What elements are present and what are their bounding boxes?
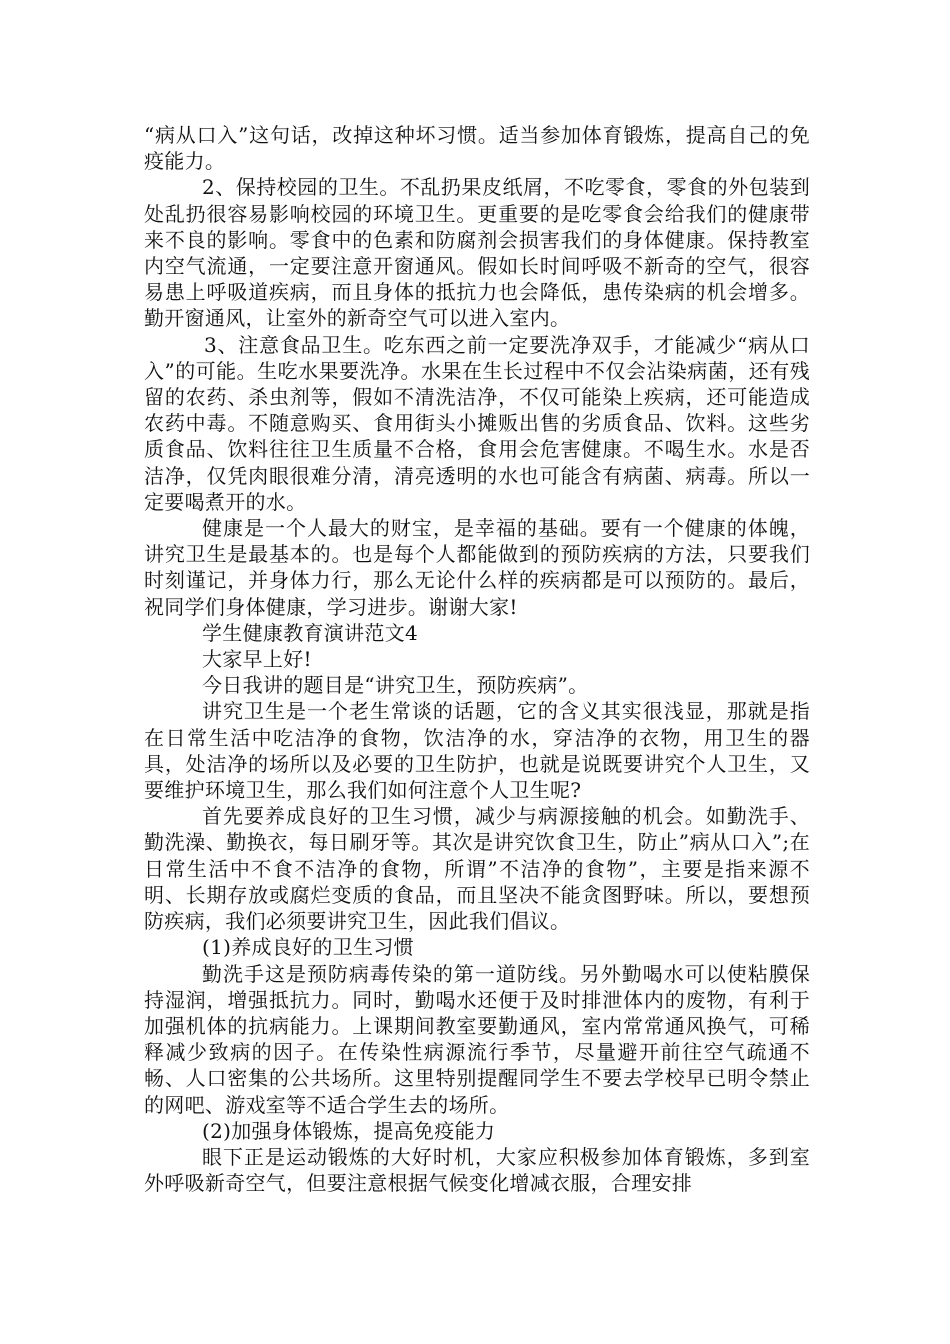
section-title: 学生健康教育演讲范文4 <box>202 620 419 645</box>
subheading-1: (1)养成良好的卫生习惯 <box>202 935 414 960</box>
document-body <box>144 122 810 1196</box>
paragraph-conclusion: 健康是一个人最大的财宝，是幸福的基础。要有一个健康的体魄，讲究卫生是最基本的。也是每个人都能做到的预防疾病的方法，只要我们时刻谨记，并身体力行，那么无论什么样的疾病都是可以预防的。最后，祝同学们身体健康，学习进步。谢谢大家! <box>144 516 810 619</box>
speech-topic: 今日我讲的题目是“讲究卫生，预防疾病”。 <box>202 673 589 698</box>
paragraph-intro: 讲究卫生是一个老生常谈的话题，它的含义其实很浅显，那就是指在日常生活中吃洁净的食物，饮洁净的水，穿洁净的衣物，用卫生的器具，处洁净的场所以及必要的卫生防护，也就是说既要讲究个人卫生，又要维护环境卫生，那么我们如何注意个人卫生呢? <box>144 699 810 803</box>
paragraph-exercise: 眼下正是运动锻炼的大好时机，大家应积极参加体育锻炼，多到室外呼吸新奇空气，但要注意根据气候变化增减衣服，合理安排 <box>144 1144 810 1196</box>
subheading-2: (2)加强身体锻炼，提高免疫能力 <box>202 1118 496 1143</box>
paragraph-item-3: 3、注意食品卫生。吃东西之前一定要洗净双手，才能减少“病从口入”的可能。生吃水果要洗净。水果在生长过程中不仅会沾染病菌，还有残留的农药、杀虫剂等，假如不清洗洁净，不仅可能染上疾病，还可能造成农药中毒。不随意购买、食用街头小摊贩出售的劣质食品、饮料。这些劣质食品、饮料往往卫生质量不合格，食用会危害健康。不喝生水。水是否洁净，仅凭肉眼很难分清，清亮透明的水也可能含有病菌、病毒。所以一定要喝煮开的水。 <box>144 332 810 514</box>
paragraph-continuation: “病从口入”这句话，改掉这种坏习惯。适当参加体育锻炼，提高自己的免疫能力。 <box>144 123 810 174</box>
paragraph-habits: 首先要养成良好的卫生习惯，减少与病源接触的机会。如勤洗手、勤洗澡、勤换衣，每日刷牙等。其次是讲究饮食卫生，防止”病从口入”;在日常生活中不食不洁净的食物，所谓”不洁净的食物”，主要是指来源不明、长期存放或腐烂变质的食品，而且坚决不能贪图野味。所以，要想预防疾病，我们必须要讲究卫生，因此我们倡议。 <box>144 804 810 934</box>
paragraph-handwashing: 勤洗手这是预防病毒传染的第一道防线。另外勤喝水可以使粘膜保持湿润，增强抵抗力。同时，勤喝水还便于及时排泄体内的废物，有利于加强机体的抗病能力。上课期间教室要勤通风，室内常常通风换气，可稀释减少致病的因子。在传染性病源流行季节，尽量避开前往空气疏通不畅、人口密集的公共场所。这里特别提醒同学生不要去学校早已明令禁止的网吧、游戏室等不适合学生去的场所。 <box>144 961 810 1117</box>
greeting: 大家早上好! <box>202 647 312 672</box>
paragraph-item-2: 2、保持校园的卫生。不乱扔果皮纸屑，不吃零食，零食的外包装到处乱扔很容易影响校园的环境卫生。更重要的是吃零食会给我们的健康带来不良的影响。零食中的色素和防腐剂会损害我们的身体健康。保持教室内空气流通，一定要注意开窗通风。假如长时间呼吸不新奇的空气，很容易患上呼吸道疾病，而且身体的抵抗力也会降低，患传染病的机会增多。勤开窗通风，让室外的新奇空气可以进入室内。 <box>144 175 810 331</box>
